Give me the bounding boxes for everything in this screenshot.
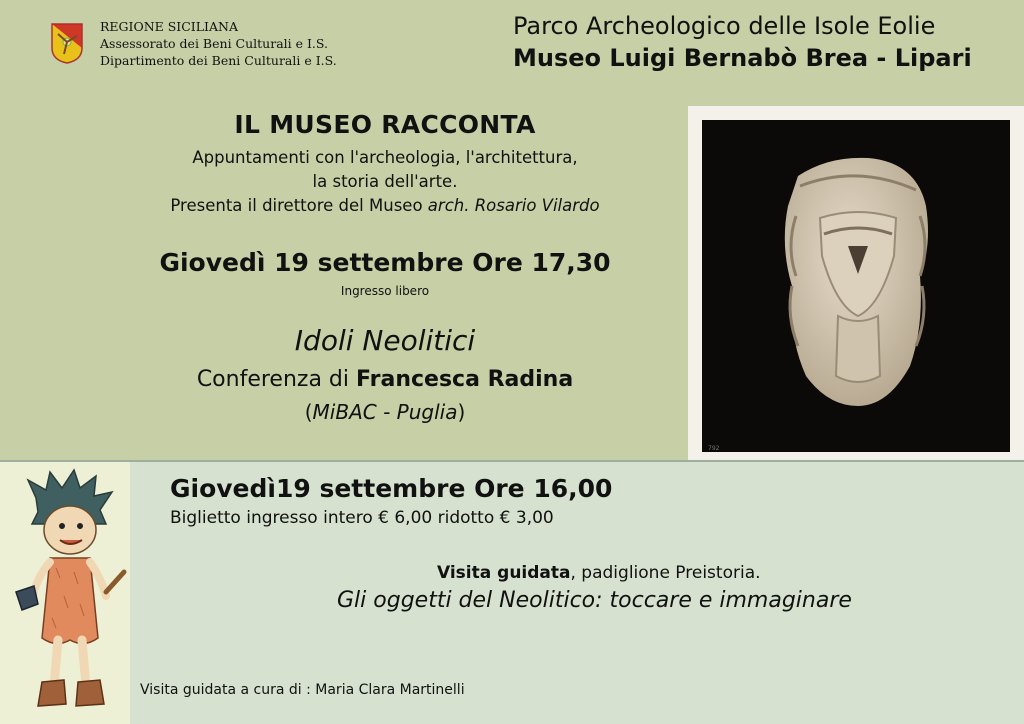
tour-label-bold: Visita guidata <box>437 563 571 583</box>
subtitle-line: la storia dell'arte. <box>312 172 458 191</box>
park-name: Parco Archeologico delle Isole Eolie <box>513 12 936 40</box>
ticket-prices: Biglietto ingresso intero € 6,00 ridotto € 3,00 <box>170 508 554 528</box>
region-line: Assessorato dei Beni Culturali e I.S. <box>100 36 328 51</box>
series-title: IL MUSEO RACCONTA <box>234 110 536 139</box>
entry-note: Ingresso libero <box>340 284 430 298</box>
speaker-name: Francesca Radina <box>356 367 574 392</box>
region-line: REGIONE SICILIANA <box>100 19 238 34</box>
museum-name: Museo Luigi Bernabò Brea - Lipari <box>513 44 972 72</box>
event-date: Giovedì 19 settembre Ore 17,30 <box>159 248 611 277</box>
tour-title: Gli oggetti del Neolitico: toccare e immaginare <box>337 588 852 613</box>
speaker-affiliation <box>120 400 650 424</box>
tour-curator: Visita guidata a cura di : Maria Clara Martinelli <box>140 682 465 698</box>
tour-label <box>437 563 761 583</box>
sicily-emblem-icon <box>50 22 84 64</box>
series-subtitle <box>120 146 650 218</box>
tour-date: Giovedì19 settembre Ore 16,00 <box>170 474 613 503</box>
affiliation-close: ) <box>457 400 466 424</box>
presenter-line <box>120 194 650 218</box>
presenter-prefix: Presenta il direttore del Museo <box>170 196 428 215</box>
svg-text:792: 792 <box>708 445 720 452</box>
subtitle-line: Appuntamenti con l'archeologia, l'architettura, <box>192 148 578 167</box>
section-divider <box>0 460 1024 462</box>
neolithic-idol-image <box>688 106 1024 460</box>
region-line: Dipartimento dei Beni Culturali e I.S. <box>100 53 337 68</box>
affiliation-open: ( <box>304 400 313 424</box>
region-header <box>100 18 337 69</box>
affiliation-text: MiBAC - Puglia <box>312 400 458 424</box>
caveman-boy-illustration <box>8 468 128 718</box>
speaker-line <box>120 367 650 392</box>
tour-label-rest: , padiglione Preistoria. <box>570 563 761 583</box>
park-header <box>513 10 972 74</box>
idol-photo <box>688 106 1024 460</box>
speaker-prefix: Conferenza di <box>196 367 356 392</box>
presenter-name: arch. Rosario Vilardo <box>427 196 600 215</box>
talk-title: Idoli Neolitici <box>294 324 476 357</box>
